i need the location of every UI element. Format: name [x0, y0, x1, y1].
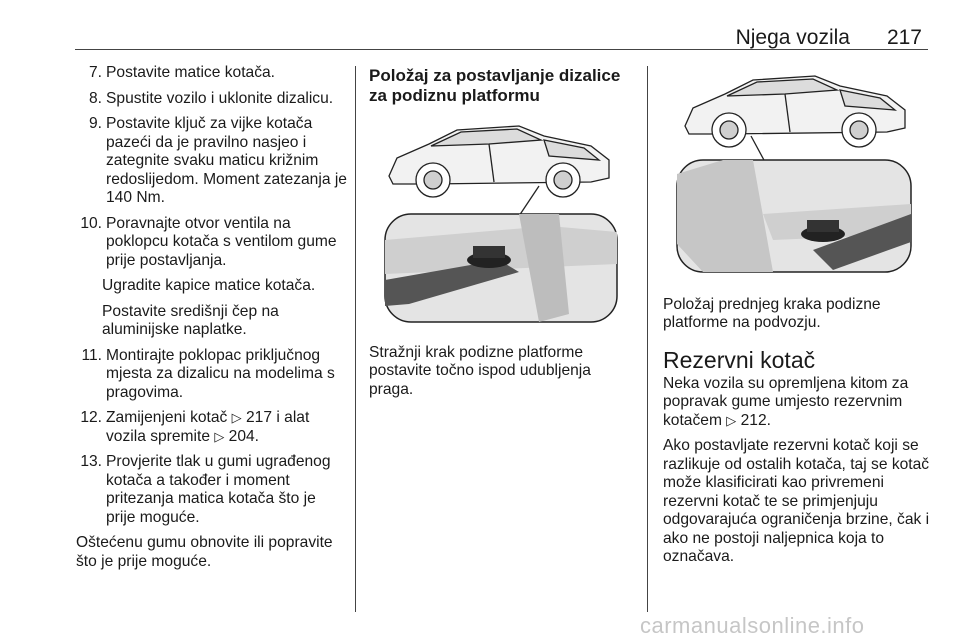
list-item [76, 90, 348, 109]
step-text [106, 409, 348, 446]
figure-caption: Stražnji krak podizne platforme postavite točno ispod udubljenja praga. [369, 343, 591, 398]
list-item [76, 64, 348, 83]
section-title: Njega vozila [735, 26, 850, 49]
step-number: 9. [88, 115, 102, 132]
lift-arm-detail [385, 214, 617, 322]
column-divider-2 [647, 66, 648, 612]
list-item [76, 409, 348, 446]
step-text-part: 217 i alat vozila spremite [106, 409, 310, 445]
step-text: Provjerite tlak u gumi ugrađenog kotača a također i moment pritezanja matica kotača što je prije moguće. [106, 453, 331, 526]
column-spare-wheel [663, 64, 931, 574]
step-number: 12. [80, 409, 102, 426]
section-heading: Položaj za postavljanje dizalice za podiznu platformu [369, 66, 621, 105]
closing-paragraph: Oštećenu gumu obnovite ili popravite što je prije moguće. [76, 534, 333, 570]
step-text-part: 204. [224, 427, 260, 445]
paragraph: Ako postavljate rezervni kotač koji se razlikuje od ostalih kotača, taj se kotač može klasificirati kao privremeni rezervni kotač te se primjenjuju odgovarajuća ograničenja brzine, čak i ako ne postoji naljepnica koja to označava. [663, 437, 930, 565]
list-item [76, 215, 348, 271]
step-text-part: Zamijenjeni kotač [106, 409, 232, 426]
figure-caption: Položaj prednjeg kraka podizne platforme na podvozju. [663, 295, 881, 331]
page-header [0, 26, 960, 50]
step-text: Postavite ključ za vijke kotača pazeći da je pravilno nasjeo i zategnite svaku maticu križnim redoslijedom. Moment zatezanja je 140 Nm. [106, 115, 347, 206]
step-number: 10. [80, 214, 102, 232]
page-reference-arrow-icon[interactable]: ▷ [726, 412, 737, 428]
step-number: 11. [81, 346, 102, 364]
list-item [76, 115, 348, 208]
paragraph-text: Neka vozila su opremljena kitom za popravak gume umjesto rezervnim kotačem [663, 374, 909, 429]
column-instructions [76, 64, 348, 578]
step-number: 13. [80, 453, 102, 470]
column-divider-1 [355, 66, 356, 612]
header-divider [75, 49, 928, 50]
paragraph-text: 212. [736, 411, 771, 429]
lift-arm-detail [677, 160, 911, 272]
column-lift-position [369, 64, 637, 406]
step-substep: Postavite središnji čep na aluminijske naplatke. [102, 302, 279, 338]
page-number: 217 [886, 26, 922, 49]
page-reference-arrow-icon[interactable]: ▷ [231, 410, 242, 425]
step-substep: Ugradite kapice matice kotača. [102, 277, 316, 294]
list-item [76, 347, 348, 403]
step-text: Poravnajte otvor ventila na poklopcu kotača s ventilom gume prije postavljanja. [106, 214, 337, 269]
rear-lift-illustration [369, 114, 631, 326]
page-reference-arrow-icon[interactable]: ▷ [214, 428, 225, 444]
section-heading: Rezervni kotač [663, 346, 816, 373]
step-text: Spustite vozilo i uklonite dizalicu. [106, 89, 334, 107]
step-text: Postavite matice kotača. [106, 64, 276, 81]
paragraph [663, 375, 931, 431]
step-number: 8. [88, 89, 102, 107]
front-lift-illustration [663, 64, 927, 276]
list-item [76, 453, 348, 527]
step-number: 7. [88, 64, 102, 81]
watermark: carmanualsonline.info [640, 613, 865, 638]
step-text: Montirajte poklopac priključnog mjesta za dizalicu na modelima s pragovima. [106, 346, 335, 401]
